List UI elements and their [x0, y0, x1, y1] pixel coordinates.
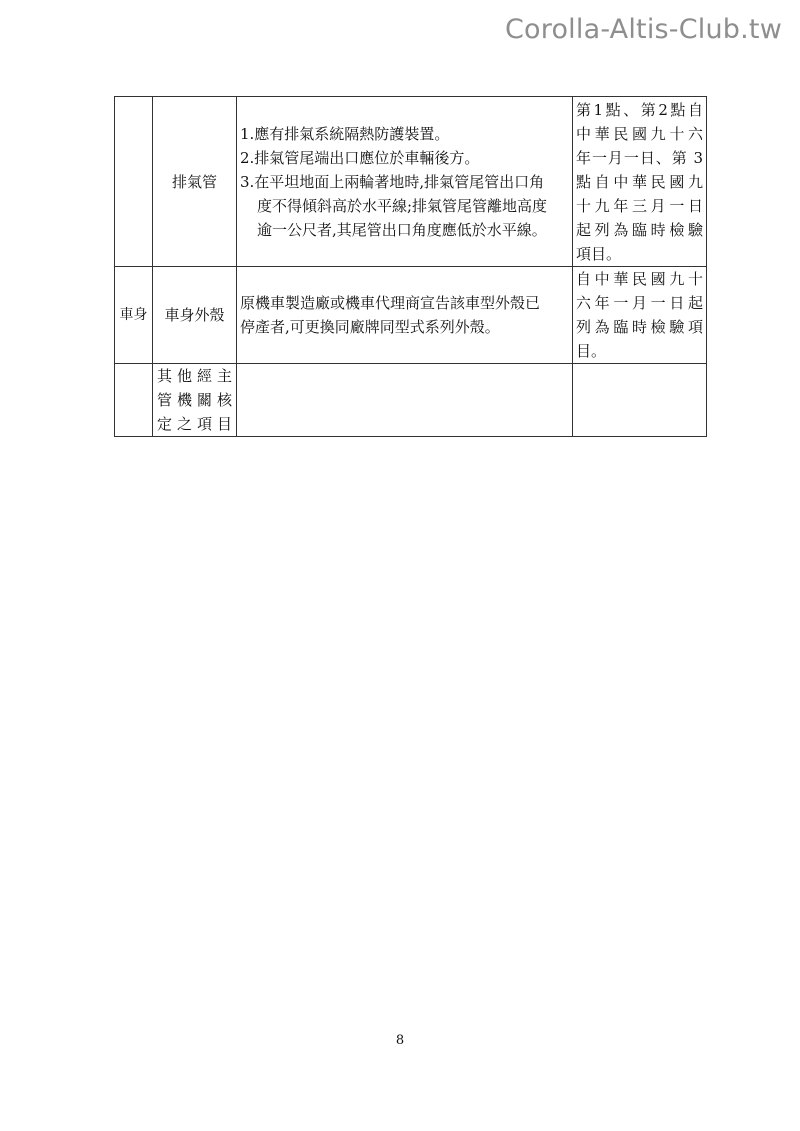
category-cell [115, 97, 153, 267]
note-line: 列為臨時檢驗項 [576, 318, 703, 336]
table-row [115, 364, 707, 437]
table-row [115, 97, 707, 267]
note-line: 十九年三月一日 [576, 196, 703, 215]
note-line: 項目。 [576, 244, 622, 263]
item-cell [153, 97, 237, 267]
table-row [115, 267, 707, 364]
content-line: 2.排氣管尾端出口應位於車輛後方。 [240, 148, 480, 167]
watermark: Corolla-Altis-Club.tw [504, 14, 782, 45]
note-cell [573, 364, 707, 437]
note-line: 點自中華民國九 [576, 172, 703, 191]
item-line: 管機關核 [157, 391, 232, 409]
content-line: 逾一公尺者,其尾管出口角度應低於水平線。 [257, 220, 547, 239]
content-line: 停產者,可更換同廠牌同型式系列外殼。 [240, 318, 500, 336]
content-line: 原機車製造廠或機車代理商宣告該車型外殼已 [240, 294, 541, 312]
page-number: 8 [395, 1033, 405, 1048]
item-line: 其他經主 [157, 367, 232, 385]
category-cell: 車身 [115, 267, 153, 364]
note-line: 六年一月一日起 [576, 294, 703, 312]
note-line: 中華民國九十六 [576, 124, 703, 143]
note-cell [573, 97, 707, 267]
content-cell [237, 97, 573, 267]
category-cell [115, 364, 153, 437]
item-cell [153, 364, 237, 437]
content-line: 3.在平坦地面上兩輪著地時,排氣管尾管出口角 [240, 172, 545, 191]
content-cell [237, 364, 573, 437]
note-line: 第1點、第2點自 [576, 100, 703, 119]
inspection-table [114, 96, 707, 437]
item-cell [153, 267, 237, 364]
item-line: 車身外殼 [164, 306, 225, 324]
note-line: 目。 [576, 342, 607, 360]
content-line: 度不得傾斜高於水平線;排氣管尾管離地高度 [257, 196, 548, 215]
note-line: 年一月一日、第 3 [576, 148, 703, 167]
note-line: 起列為臨時檢驗 [576, 220, 703, 239]
item-line: 排氣管 [171, 172, 217, 191]
note-line: 自中華民國九十 [576, 270, 703, 288]
content-line: 1.應有排氣系統隔熱防護裝置。 [240, 124, 450, 143]
item-line: 定之項目 [157, 415, 232, 433]
note-cell [573, 267, 707, 364]
content-cell [237, 267, 573, 364]
